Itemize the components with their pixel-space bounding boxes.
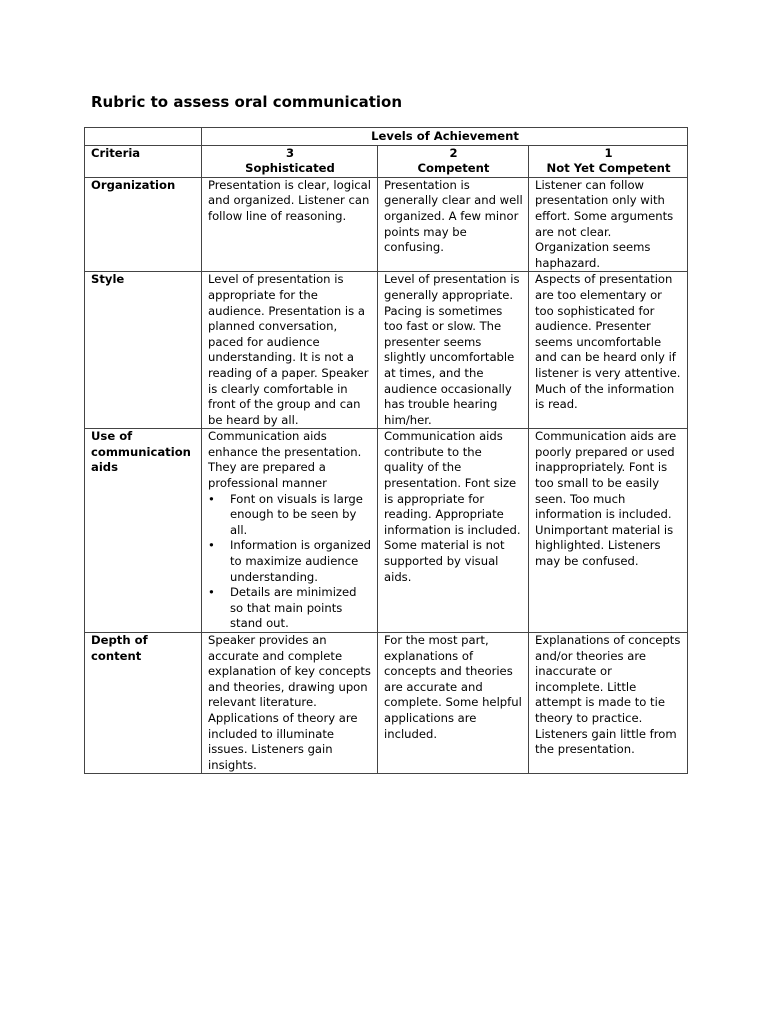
style-level-3: Level of presentation is appropriate for the audience. Presentation is a planned conversation, paced for audience understanding. It is not a reading of a paper. Speaker is clearly comfortable in front of the group and can be heard by all. — [202, 272, 378, 429]
organization-level-1: Listener can follow presentation only with effort. Some arguments are not clear. Organization seems haphazard. — [529, 177, 688, 272]
communication-aids-intro: Communication aids enhance the presentation. They are prepared a professional manner — [208, 429, 362, 491]
communication-aids-level-2: Communication aids contribute to the quality of the presentation. Font size is appropriate for reading. Appropriate information is included. Some material is not supported by visual aids. — [378, 429, 529, 633]
style-level-2: Level of presentation is generally appropriate. Pacing is sometimes too fast or slow. The presenter seems slightly uncomfortable at times, and the audience occasionally has trouble hearing him/her. — [378, 272, 529, 429]
level-2-name: Competent — [417, 161, 490, 176]
criterion-organization: Organization — [85, 177, 202, 272]
table-row-organization — [85, 177, 688, 272]
rubric-table — [84, 127, 688, 774]
communication-aids-level-3 — [202, 429, 378, 633]
criterion-depth-of-content: Depth of content — [85, 633, 202, 774]
list-item: • Information is organized to maximize audience understanding. — [208, 538, 372, 585]
page-title: Rubric to assess oral communication — [91, 93, 403, 111]
levels-of-achievement-header: Levels of Achievement — [202, 128, 688, 146]
depth-of-content-level-1: Explanations of concepts and/or theories are inaccurate or incomplete. Little attempt is made to tie theory to practice. Listeners gain little from the presentation. — [529, 633, 688, 774]
communication-aids-level-1: Communication aids are poorly prepared or used inappropriately. Font is too small to be easily seen. Too much information is included. Unimportant material is highlighted. Listeners may be confused. — [529, 429, 688, 633]
level-1-name: Not Yet Competent — [546, 161, 671, 176]
communication-aids-bullet-list — [208, 492, 372, 632]
table-row-communication-aids — [85, 429, 688, 633]
criterion-communication-aids: Use of communication aids — [85, 429, 202, 633]
level-3-name: Sophisticated — [245, 161, 335, 176]
depth-of-content-level-3: Speaker provides an accurate and complete explanation of key concepts and theories, drawing upon relevant literature. Applications of theory are included to illuminate issues. Listeners gain insights. — [202, 633, 378, 774]
level-3-header — [202, 145, 378, 177]
level-1-number: 1 — [604, 145, 613, 160]
style-level-1: Aspects of presentation are too elementary or too sophisticated for audience. Presenter seems uncomfortable and can be heard only if listener is very attentive. Much of the information is read. — [529, 272, 688, 429]
depth-of-content-level-2: For the most part, explanations of concepts and theories are accurate and complete. Some helpful applications are included. — [378, 633, 529, 774]
criterion-style: Style — [85, 272, 202, 429]
column-header-row — [85, 145, 688, 177]
organization-level-3: Presentation is clear, logical and organized. Listener can follow line of reasoning. — [202, 177, 378, 272]
level-1-header — [529, 145, 688, 177]
level-3-number: 3 — [285, 145, 295, 160]
levels-header-blank — [85, 128, 202, 146]
table-row-depth-of-content — [85, 633, 688, 774]
level-2-number: 2 — [449, 145, 458, 160]
organization-level-2: Presentation is generally clear and well organized. A few minor points may be confusing. — [378, 177, 529, 272]
list-item: • Font on visuals is large enough to be seen by all. — [208, 492, 372, 539]
level-2-header — [378, 145, 529, 177]
list-item: • Details are minimized so that main points stand out. — [208, 585, 372, 632]
levels-header-row — [85, 128, 688, 146]
table-row-style — [85, 272, 688, 429]
criteria-header: Criteria — [85, 145, 202, 177]
